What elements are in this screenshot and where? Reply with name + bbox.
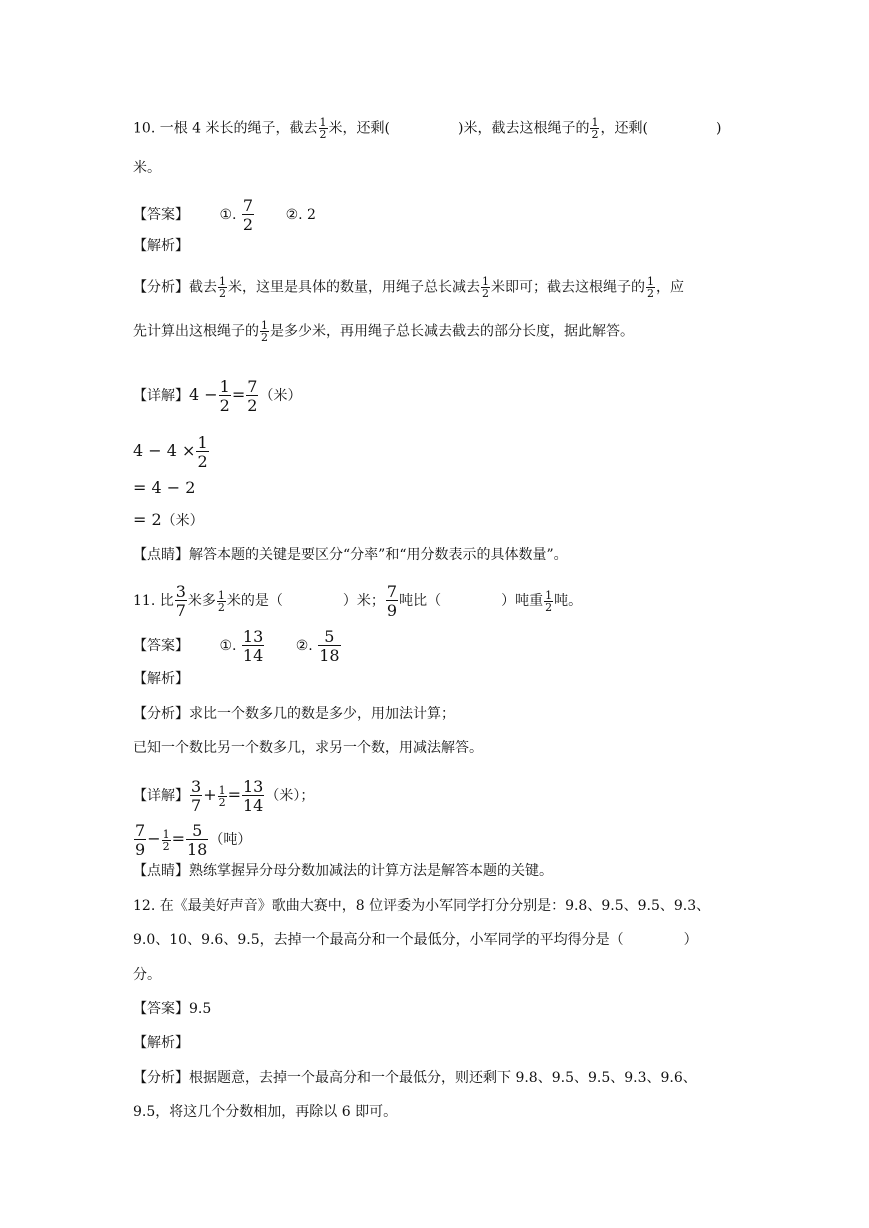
q11-stem: 11. 比 $\frac{3}{7}$ 米多 $\frac{1}{2}$ 米的是（ ）米； $\frac{7}{9}$ 吨比（ ）吨重 $\frac{1}{2}$ 吨。 [133,582,583,620]
q11-fenxi-line2: 已知一个数比另一个数多几，求另一个数，用减法解答。 [133,740,483,756]
q12-fenxi-line2: 9.5，将这几个分数相加，再除以 6 即可。 [133,1104,398,1120]
q10-detail-step3: = 2（米） [133,510,204,529]
q12-stem-line2: 9.0、10、9.6、9.5，去掉一个最高分和一个最低分，小军同学的平均得分是（ ） [133,932,698,948]
q12-stem: 12. 在《最美好声音》歌曲大赛中，8 位评委为小军同学打分分别是：9.8、9.5、9.5、9.3、 [133,898,711,914]
fraction-half: $\frac{1}{2}$ [319,116,327,141]
answer-1: ①. $\frac{13}{14}$ [219,627,264,665]
q10-stem-line2: 米。 [133,160,161,176]
q11-answer: 【答案】 ①. $\frac{13}{14}$ ②. $\frac{5}{18}$ [133,627,340,665]
q11-fenxi: 【分析】求比一个数多几的数是多少，用加法计算； [133,706,455,722]
q10-detail-step1: 4 − 4 × $\frac{1}{2}$ [133,433,208,471]
q12-stem-line3: 分。 [133,967,161,983]
q11-dianjing: 【点睛】熟练掌握异分母分数加减法的计算方法是解答本题的关键。 [133,863,553,879]
q11-detail-line2: $\frac{7}{9}$ − $\frac{1}{2}$ = $\frac{5}{18}$ （吨） [135,821,252,859]
q10-fenxi-line2: 先计算出这根绳子的 $\frac{1}{2}$ 是多少米，再用绳子总长减去截去的部分长度，据此解答。 [133,319,634,344]
q10-analysis-label: 【解析】 [133,238,189,254]
q10-fenxi: 【分析】截去 $\frac{1}{2}$ 米，这里是具体的数量，用绳子总长减去 $\frac{1}{2}$ 米即可；截去这根绳子的 $\frac{1}{2}$ ，应 [133,275,684,300]
fraction-half: $\frac{1}{2}$ [591,116,599,141]
answer-1: ①. $\frac{7}{2}$ [219,196,254,234]
q11-detail: 【详解】 $\frac{3}{7}$ + $\frac{1}{2}$ = $\frac{13}{14}$ （米）； [133,777,315,815]
q12-answer: 【答案】9.5 [133,1001,212,1017]
q11-analysis-label: 【解析】 [133,671,189,687]
q10-dianjing: 【点睛】解答本题的关键是要区分“分率”和“用分数表示的具体数量”。 [133,547,568,563]
answer-2: ②. $\frac{5}{18}$ [295,627,340,665]
q10-detail-step2: = 4 − 2 [133,478,196,497]
q12-analysis-label: 【解析】 [133,1035,189,1051]
q12-fenxi: 【分析】根据题意，去掉一个最高分和一个最低分，则还剩下 9.8、9.5、9.5、9.3、9.6、 [133,1070,697,1086]
q10-answer: 【答案】 ①. $\frac{7}{2}$ ②. 2 [133,196,316,234]
q10-stem: 10. 一根 4 米长的绳子，截去 $\frac{1}{2}$ 米，还剩( )米，截去这根绳子的 $\frac{1}{2}$ ，还剩( ) [133,116,722,141]
answer-2: ②. 2 [285,207,316,223]
q10-detail: 【详解】4 − $\frac{1}{2}$ = $\frac{7}{2}$ （米） [133,377,302,415]
